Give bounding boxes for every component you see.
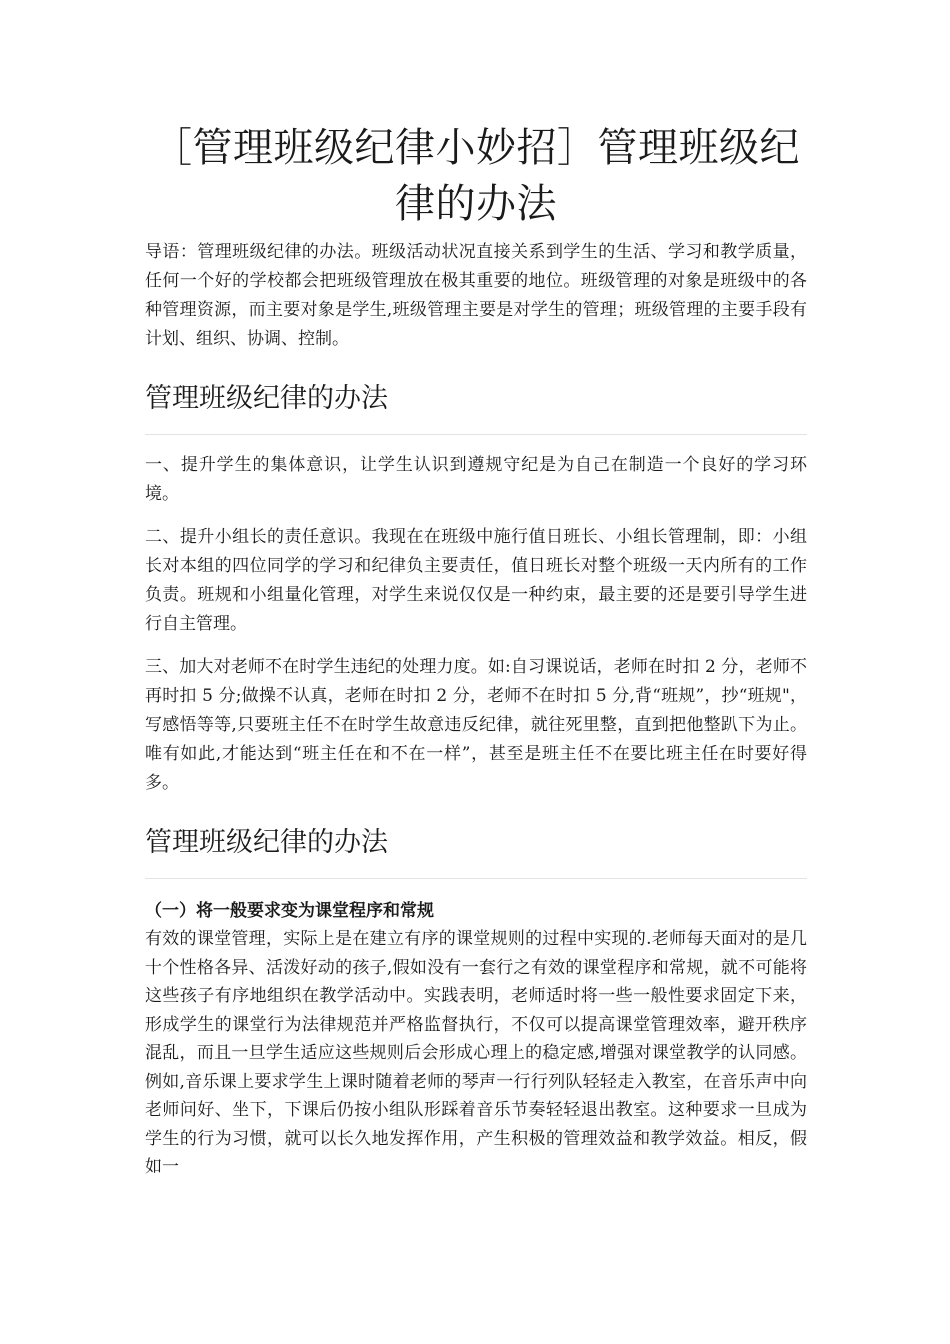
document-title: ［管理班级纪律小妙招］管理班级纪律的办法 xyxy=(152,125,800,227)
paragraph-point-1: 一、提升学生的集体意识，让学生认识到遵规守纪是为自己在制造一个良好的学习环境。 xyxy=(145,455,807,504)
subsection-heading: （一）将一般要求变为课堂程序和常规 xyxy=(145,901,434,921)
section-methods-1 xyxy=(145,380,807,798)
paragraph-point-3: 三、加大对老师不在时学生违纪的处理力度。如:自习课说话，老师在时扣 2 分，老师不再时扣 5 分;做操不认真，老师在时扣 2 分，老师不在时扣 5 分,背“班规”，抄“班规"，写感悟等等,只要班主任不在时学生故意违反纪律，就往死里整，直到把他整趴下为止。唯有如此,才能达到“班主任在和不在一样”，甚至是班主任不在要比班主任在时要好得多。 xyxy=(145,657,807,793)
document-page xyxy=(145,120,807,1182)
intro-paragraph: 导语：管理班级纪律的办法。班级活动状况直接关系到学生的生活、学习和教学质量，任何一个好的学校都会把班级管理放在极其重要的地位。班级管理的对象是班级中的各种管理资源，而主要对象是学生,班级管理主要是对学生的管理；班级管理的主要手段有计划、组织、协调、控制。 xyxy=(145,242,807,349)
section-methods-2 xyxy=(145,824,807,1182)
section-heading: 管理班级纪律的办法 xyxy=(145,380,807,435)
body-paragraph: 有效的课堂管理，实际上是在建立有序的课堂规则的过程中实现的.老师每天面对的是几十个性格各异、活泼好动的孩子,假如没有一套行之有效的课堂程序和常规，就不可能将这些孩子有序地组织在教学活动中。实践表明，老师适时将一些一般性要求固定下来，形成学生的课堂行为法律规范并严格监督执行，不仅可以提高课堂管理效率，避开秩序混乱，而且一旦学生适应这些规则后会形成心理上的稳定感,增强对课堂教学的认同感。例如,音乐课上要求学生上课时随着老师的琴声一行行列队轻轻走入教室，在音乐声中向老师问好、坐下，下课后仍按小组队形踩着音乐节奏轻轻退出教室。这种要求一旦成为学生的行为习惯，就可以长久地发挥作用，产生积极的管理效益和教学效益。相反，假如一 xyxy=(145,929,807,1177)
paragraph-point-2: 二、提升小组长的责任意识。我现在在班级中施行值日班长、小组长管理制，即：小组长对本组的四位同学的学习和纪律负主要责任，值日班长对整个班级一天内所有的工作负责。班规和小组量化管理，对学生来说仅仅是一种约束，最主要的还是要引导学生进行自主管理。 xyxy=(145,527,807,634)
section-heading: 管理班级纪律的办法 xyxy=(145,824,807,879)
